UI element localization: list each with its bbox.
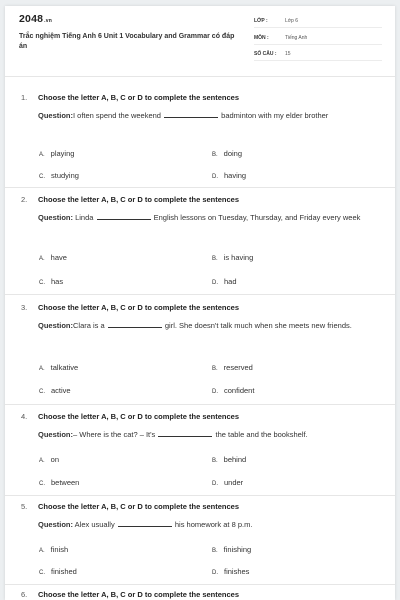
option-b[interactable] xyxy=(212,253,253,262)
option-letter: D. xyxy=(212,481,218,487)
option-letter: C. xyxy=(39,570,45,576)
option-a[interactable] xyxy=(39,545,68,554)
meta-value: Tiếng Anh xyxy=(285,35,308,41)
question-after-blank: girl. She doesn't talk much when she meets new friends. xyxy=(164,321,352,330)
answer-blank xyxy=(118,519,172,527)
option-text: reserved xyxy=(223,363,253,372)
option-a[interactable] xyxy=(39,253,67,262)
question-label: Question: xyxy=(38,520,73,529)
question-after-blank: his homework at 8 p.m. xyxy=(174,520,253,529)
question-label: Question: xyxy=(38,111,73,120)
option-text: finished xyxy=(51,567,77,576)
option-c[interactable] xyxy=(39,277,63,286)
option-letter: A. xyxy=(39,366,45,372)
meta-value: 15 xyxy=(285,51,291,57)
question-number: 4. xyxy=(21,412,28,421)
option-c[interactable] xyxy=(39,478,79,487)
option-text: active xyxy=(51,386,71,395)
option-letter: B. xyxy=(212,256,218,262)
question-instruction: Choose the letter A, B, C or D to complete the sentences xyxy=(38,303,240,312)
option-d[interactable] xyxy=(212,277,237,286)
logo-main: 2048 xyxy=(19,13,44,25)
option-letter: D. xyxy=(212,174,218,180)
option-a[interactable] xyxy=(39,149,74,158)
question-divider xyxy=(5,404,395,405)
question-instruction: Choose the letter A, B, C or D to complete the sentences xyxy=(38,412,240,421)
question-instruction: Choose the letter A, B, C or D to complete the sentences xyxy=(38,93,240,102)
question-text xyxy=(38,428,386,441)
question-divider xyxy=(5,584,395,585)
option-c[interactable] xyxy=(39,171,79,180)
meta-key: MÔN : xyxy=(254,35,269,41)
question-before-blank: Clara is a xyxy=(73,321,105,330)
option-c[interactable] xyxy=(39,567,77,576)
question-text xyxy=(38,109,386,122)
option-text: finish xyxy=(50,545,69,554)
meta-key: LỚP : xyxy=(254,18,268,24)
answer-blank xyxy=(97,212,151,220)
option-letter: B. xyxy=(212,152,218,158)
option-text: doing xyxy=(223,149,243,158)
answer-blank xyxy=(108,320,162,328)
question-before-blank: I often spend the weekend xyxy=(73,111,161,120)
option-letter: A. xyxy=(39,256,45,262)
question-before-blank: – Where is the cat? – It's xyxy=(73,430,156,439)
option-letter: C. xyxy=(39,389,45,395)
question-instruction: Choose the letter A, B, C or D to complete the sentences xyxy=(38,195,240,204)
option-a[interactable] xyxy=(39,363,78,372)
option-text: studying xyxy=(51,171,79,180)
question-label: Question: xyxy=(38,213,73,222)
option-letter: B. xyxy=(212,366,218,372)
option-d[interactable] xyxy=(212,567,249,576)
question-divider xyxy=(5,495,395,496)
option-text: finishes xyxy=(224,567,250,576)
question-number: 6. xyxy=(21,590,28,599)
question-label: Question: xyxy=(38,430,73,439)
question-divider xyxy=(5,187,395,188)
option-a[interactable] xyxy=(39,455,59,464)
question-after-blank: the table and the bookshelf. xyxy=(215,430,308,439)
option-letter: D. xyxy=(212,389,218,395)
option-b[interactable] xyxy=(212,455,246,464)
option-letter: C. xyxy=(39,481,45,487)
question-before-blank: Linda xyxy=(73,213,94,222)
option-d[interactable] xyxy=(212,478,243,487)
logo-tld: .vn xyxy=(44,18,52,24)
question-text xyxy=(38,518,386,531)
question-divider xyxy=(5,294,395,295)
question-number: 5. xyxy=(21,502,28,511)
option-letter: B. xyxy=(212,458,218,464)
option-b[interactable] xyxy=(212,363,253,372)
option-text: had xyxy=(224,277,237,286)
quiz-header xyxy=(5,6,395,76)
option-text: confident xyxy=(224,386,255,395)
option-text: under xyxy=(224,478,244,487)
question-instruction: Choose the letter A, B, C or D to complete the sentences xyxy=(38,502,240,511)
meta-value: Lớp 6 xyxy=(285,18,299,24)
site-logo[interactable] xyxy=(19,13,52,25)
question-before-blank: Alex usually xyxy=(73,520,115,529)
option-letter: A. xyxy=(39,458,45,464)
option-d[interactable] xyxy=(212,171,246,180)
option-text: on xyxy=(50,455,60,464)
quiz-title: Trắc nghiệm Tiếng Anh 6 Unit 1 Vocabulary and Grammar có đáp án xyxy=(19,33,235,50)
option-b[interactable] xyxy=(212,149,242,158)
option-text: has xyxy=(51,277,64,286)
question-number: 3. xyxy=(21,303,28,312)
option-text: talkative xyxy=(50,363,79,372)
meta-key: SỐ CÂU : xyxy=(254,51,277,57)
option-letter: C. xyxy=(39,280,45,286)
option-text: between xyxy=(51,478,80,487)
question-number: 2. xyxy=(21,195,28,204)
question-instruction: Choose the letter A, B, C or D to complete the sentences xyxy=(38,590,240,599)
option-b[interactable] xyxy=(212,545,251,554)
option-text: is having xyxy=(223,253,254,262)
header-divider xyxy=(5,76,395,77)
option-letter: D. xyxy=(212,280,218,286)
option-text: having xyxy=(224,171,247,180)
option-letter: B. xyxy=(212,548,218,554)
answer-blank xyxy=(164,110,218,118)
option-text: have xyxy=(50,253,67,262)
meta-row-count xyxy=(254,49,382,61)
option-text: behind xyxy=(223,455,247,464)
question-after-blank: English lessons on Tuesday, Thursday, and Friday every week xyxy=(153,213,361,222)
question-after-blank: badminton with my elder brother xyxy=(221,111,329,120)
option-c[interactable] xyxy=(39,386,71,395)
option-letter: A. xyxy=(39,548,45,554)
question-text xyxy=(38,319,386,332)
option-d[interactable] xyxy=(212,386,254,395)
option-text: playing xyxy=(50,149,75,158)
question-text xyxy=(38,211,386,224)
option-text: finishing xyxy=(223,545,252,554)
option-letter: C. xyxy=(39,174,45,180)
question-number: 1. xyxy=(21,93,28,102)
meta-row-subject xyxy=(254,33,382,45)
option-letter: A. xyxy=(39,152,45,158)
quiz-page xyxy=(5,6,395,600)
question-label: Question: xyxy=(38,321,73,330)
option-letter: D. xyxy=(212,570,218,576)
answer-blank xyxy=(158,429,212,437)
meta-row-class xyxy=(254,16,382,28)
